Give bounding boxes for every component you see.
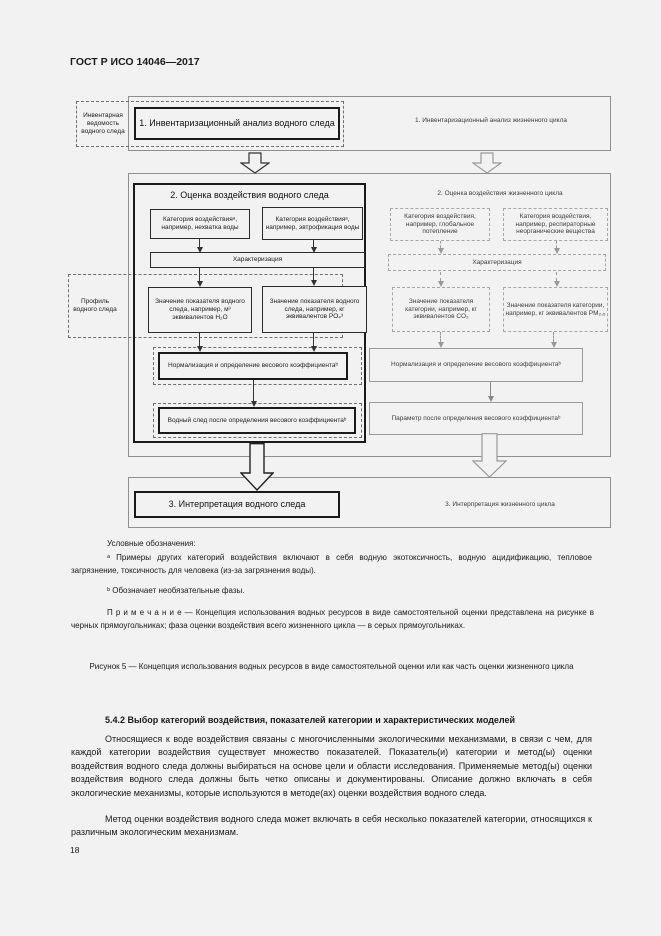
page-header: ГОСТ Р ИСО 14046—2017: [70, 56, 200, 68]
down-block-arrow-icon: [240, 152, 270, 174]
flow-arrow-dashed: [440, 332, 441, 342]
flow-arrow-dashed: [556, 272, 557, 281]
flow-arrow: [199, 239, 200, 247]
flow-arrow-dashed: [553, 332, 554, 342]
lca-step3-label: 3. Интерпретация жизненного цикла: [445, 501, 555, 509]
lca-category2-box: Категория воздействия, например, респираторные неорганические вещества: [503, 208, 608, 241]
wf-indicator2-box: Значение показателя водного следа, например, кг эквивалентов PO₄³: [262, 286, 367, 333]
down-block-arrow-icon: [240, 443, 274, 491]
figure-caption: Рисунок 5 — Концепция использования водных ресурсов в виде самостоятельной оценки или как часть оценки жизненного цикла: [89, 662, 574, 671]
flow-arrow: [313, 333, 314, 346]
wf-step2-title: 2. Оценка воздействия водного следа: [170, 189, 329, 200]
wf-characterization-box: Характеризация: [150, 252, 365, 268]
inventory-sidebar-label: Инвентарная ведомость водного следа: [81, 112, 125, 135]
lca-step1-label: 1. Инвентаризационный анализ жизненного цикла: [414, 117, 567, 125]
flow-arrow: [199, 333, 200, 346]
legend-note-b: ᵇ Обозначает необязательные фазы.: [107, 586, 245, 595]
flow-arrow-dashed: [440, 272, 441, 281]
wf-weighted-result-box: Водный след после определения весового коэффициентаᵇ: [158, 407, 356, 434]
wf-normalization-box: Нормализация и определение весового коэффициентаᵇ: [158, 352, 348, 380]
lca-weighted-result-box: Параметр после определения весового коэффициентаᵇ: [369, 402, 583, 435]
wf-indicator1-box: Значение показателя водного следа, например, м³ эквивалентов H₂O: [148, 287, 252, 333]
legend-title: Условные обозначения:: [107, 539, 196, 548]
lca-indicator2-box: Значение показателя категории, например, кг эквивалентов PM₂,₅: [503, 287, 608, 332]
wf-step3-box: 3. Интерпретация водного следа: [134, 491, 340, 518]
flow-arrow: [199, 268, 200, 281]
flow-arrow: [313, 268, 314, 280]
lca-indicator1-box: Значение показателя категории, например, кг эквивалентов CO₂: [392, 287, 490, 332]
lca-normalization-box: Нормализация и определение весового коэффициентаᵇ: [369, 348, 583, 382]
legend-note-a: ᵃ Примеры других категорий воздействия включают в себя водную экотоксичность, водную ацидификацию, тепловое загрязнение, токсичность для человека (из-за загрязнения воды).: [71, 553, 592, 575]
page-number: 18: [70, 845, 80, 855]
flow-arrow-dashed: [556, 241, 557, 248]
lca-step2-title: 2. Оценка воздействия жизненного цикла: [437, 190, 563, 198]
figure-note: П р и м е ч а н и е — Концепция использования водных ресурсов в виде самостоятельной оценки представлена на рисунке в черных прямоугольниках; фаза оценки воздействия всего жизненного цикла — в серых прямоугольниках.: [71, 608, 594, 630]
section-paragraph-2: Метод оценки воздействия водного следа может включать в себя несколько показателей категории, относящихся к различным экологическим механизмам.: [71, 814, 592, 838]
flow-arrow-dashed: [440, 241, 441, 248]
wf-step1-box: 1. Инвентаризационный анализ водного следа: [134, 107, 340, 140]
wf-category2-box: Категория воздействияᵃ, например, эвтрофикация воды: [262, 207, 363, 240]
wf-category1-box: Категория воздействияᵃ, например, нехватка воды: [150, 209, 250, 239]
flow-arrow-grey: [490, 382, 491, 396]
flow-arrow: [313, 239, 314, 247]
down-block-arrow-grey-icon: [472, 433, 507, 478]
down-block-arrow-grey-icon: [472, 152, 502, 174]
flow-arrow: [253, 380, 254, 401]
section-heading: 5.4.2 Выбор категорий воздействия, показателей категории и характеристических моделей: [105, 715, 516, 725]
profile-sidebar-label: Профиль водного следа: [73, 298, 117, 313]
lca-characterization-box: Характеризация: [388, 254, 606, 271]
lca-category1-box: Категория воздействия, например, глобальное потепление: [390, 208, 490, 241]
section-paragraph-1: Относящиеся к воде воздействия связаны с многочисленными экологическими механизмами, в связи с чем, для каждой категории воздействия существует множество показателей. Показатель(и) категории и метод(ы) оценки воздействия водного следа должны выбираться на основе цели и области исследования. Применяемые метод(ы) оценки воздействия водного следа должны быть четко описаны и документированы. Описание должно включать в себя экологические механизмы, которые используются в методе(ах) оценки воздействия водного следа.: [71, 734, 592, 798]
